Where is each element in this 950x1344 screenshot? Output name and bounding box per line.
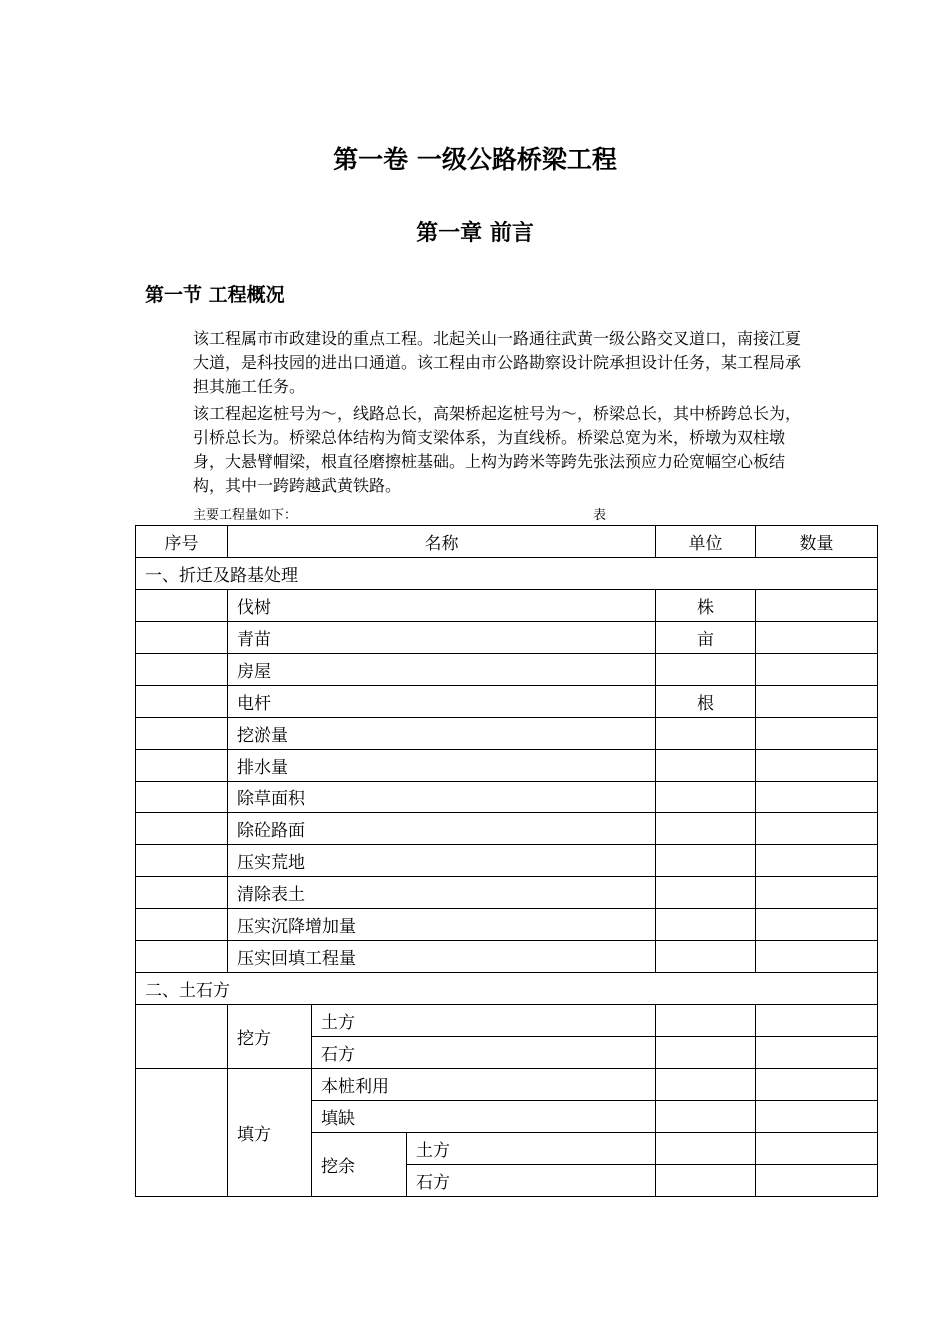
table-row xyxy=(136,941,878,973)
excavation-label: 挖方 xyxy=(228,1005,312,1069)
item-name: 压实荒地 xyxy=(228,845,656,877)
header-quantity: 数量 xyxy=(756,526,878,558)
item-unit xyxy=(656,941,756,973)
table-row xyxy=(136,589,878,621)
excavation-soil: 土方 xyxy=(312,1005,656,1037)
quantities-table xyxy=(135,525,878,1197)
table-row xyxy=(136,653,878,685)
overview-paragraph-1: 该工程属市市政建设的重点工程。北起关山一路通往武黄一级公路交叉道口，南接江夏大道，是科技园的进出口通道。该工程由市公路勘察设计院承担设计任务，某工程局承担其施工任务。 xyxy=(193,329,802,396)
item-unit xyxy=(656,909,756,941)
section-title: 第一节 工程概况 xyxy=(145,284,285,306)
fill-surplus-soil: 土方 xyxy=(407,1132,656,1164)
item-name: 压实沉降增加量 xyxy=(228,909,656,941)
table-caption: 主要工程量如下： xyxy=(193,508,298,523)
table-row xyxy=(136,877,878,909)
header-unit: 单位 xyxy=(656,526,756,558)
item-unit xyxy=(656,717,756,749)
item-name: 除砼路面 xyxy=(228,813,656,845)
item-unit xyxy=(656,877,756,909)
table-row xyxy=(136,1005,878,1037)
fill-shortage: 填缺 xyxy=(312,1100,656,1132)
excavation-stone: 石方 xyxy=(312,1037,656,1069)
item-unit: 根 xyxy=(656,685,756,717)
overview-paragraph-2: 该工程起迄桩号为～，线路总长，高架桥起迄桩号为～，桥梁总长，其中桥跨总长为，引桥总长为。桥梁总体结构为简支梁体系，为直线桥。桥梁总宽为米，桥墩为双柱墩身，大悬臂帽梁，根直径磨擦桩基础。上构为跨米等跨先张法预应力砼宽幅空心板结构，其中一跨跨越武黄铁路。 xyxy=(193,404,802,495)
fill-local-use: 本桩利用 xyxy=(312,1068,656,1100)
item-name: 青苗 xyxy=(228,621,656,653)
fill-label: 填方 xyxy=(228,1068,312,1196)
item-unit xyxy=(656,845,756,877)
table-row xyxy=(136,749,878,781)
section-title-2: 二、土石方 xyxy=(136,973,878,1005)
table-row xyxy=(136,685,878,717)
header-index: 序号 xyxy=(136,526,228,558)
item-unit: 株 xyxy=(656,589,756,621)
section-title-1: 一、折迁及路基处理 xyxy=(136,557,878,589)
table-row xyxy=(136,909,878,941)
header-name: 名称 xyxy=(228,526,656,558)
item-unit: 亩 xyxy=(656,621,756,653)
item-name: 伐树 xyxy=(228,589,656,621)
table-row xyxy=(136,781,878,813)
item-unit xyxy=(656,781,756,813)
volume-title: 第一卷 一级公路桥梁工程 xyxy=(333,145,617,174)
item-name: 压实回填工程量 xyxy=(228,941,656,973)
item-name: 排水量 xyxy=(228,749,656,781)
section-row xyxy=(136,557,878,589)
item-name: 清除表土 xyxy=(228,877,656,909)
fill-surplus-stone: 石方 xyxy=(407,1164,656,1196)
section-row xyxy=(136,973,878,1005)
item-name: 挖淤量 xyxy=(228,717,656,749)
table-row xyxy=(136,845,878,877)
table-caption-label: 表 xyxy=(593,508,607,523)
fill-surplus: 挖余 xyxy=(312,1132,407,1196)
table-row xyxy=(136,813,878,845)
item-name: 房屋 xyxy=(228,653,656,685)
item-unit xyxy=(656,813,756,845)
table-row xyxy=(136,1068,878,1100)
table-header-row xyxy=(136,526,878,558)
item-unit xyxy=(656,653,756,685)
item-name: 电杆 xyxy=(228,685,656,717)
item-unit xyxy=(656,749,756,781)
item-name: 除草面积 xyxy=(228,781,656,813)
table-row xyxy=(136,717,878,749)
chapter-title: 第一章 前言 xyxy=(416,221,534,246)
table-row xyxy=(136,621,878,653)
